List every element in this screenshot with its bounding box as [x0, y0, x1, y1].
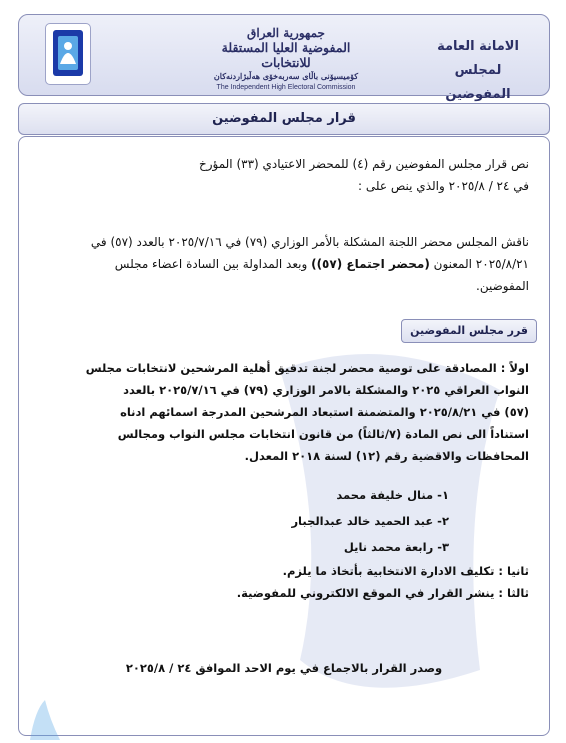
discussion-line-1: ناقش المجلس محضر اللجنة المشكلة بالأمر الوزاري (٧٩) في ٢٠٢٥/٧/١٦ بالعدد (٥٧) في	[90, 235, 529, 249]
discussion-line-2a: ٢٠٢٥/٨/٢١ المعنون	[429, 257, 529, 271]
excluded-candidate-2: ٢- عبد الحميد خالد عبدالجبار	[291, 514, 449, 528]
commission-logo	[45, 23, 91, 85]
first-decision-line-2: النواب العراقي ٢٠٢٥ والمشكلة بالامر الوزاري (٧٩) في ٢٠٢٥/٧/١٦ بالعدد	[123, 383, 529, 397]
decision-badge: قرر مجلس المفوضين	[401, 319, 537, 343]
commission-kurdish-name: كۆمیسیۆنی باڵای سەربەخۆی هەڵبژاردنەکان	[213, 71, 359, 81]
first-decision	[35, 357, 529, 467]
intro-line-1: نص قرار مجلس المفوضين رقم (٤) للمحضر الاعتيادي (٣٣) المؤرخ	[198, 157, 529, 171]
first-decision-line-4: استناداً الى نص المادة (٧/ثالثاً) من قانون انتخابات مجلس النواب ومجالس	[117, 427, 529, 441]
second-decision: ثانيا : تكليف الادارة الانتخابية بأتخاذ ما يلزم.	[282, 564, 529, 578]
intro-paragraph	[35, 153, 529, 197]
third-decision: ثالثا : ينشر القرار في الموقع الالكتروني للمفوضية.	[236, 586, 529, 600]
commission-name	[201, 27, 371, 93]
discussion-paragraph	[35, 231, 529, 297]
intro-line-2: في ٢٤ / ٢٠٢٥/٨ والذي ينص على :	[358, 179, 529, 193]
discussion-line-2c: وبعد المداولة بين السادة اعضاء مجلس	[114, 257, 312, 271]
republic-name: جمهورية العراق	[247, 26, 325, 40]
document-body	[18, 136, 550, 736]
document-title: قرار مجلس المفوضين	[18, 103, 550, 135]
discussion-line-3: المفوضين.	[476, 279, 529, 293]
issuing-office	[423, 35, 533, 107]
issuance-statement: وصدر القرار بالاجماع في يوم الاحد الموافق ٢٤ / ٢٠٢٥/٨	[125, 661, 443, 675]
corner-watermark	[0, 690, 80, 740]
first-decision-line-3: (٥٧) في ٢٠٢٥/٨/٢١ والمتضمنة استبعاد المرشحين المدرجة اسمائهم ادناه	[120, 405, 529, 419]
first-decision-line-1: اولاً : المصادقة على توصية محضر لجنة تدقيق أهلية المرشحين لانتخابات مجلس	[85, 361, 529, 375]
first-decision-line-5: المحافظات والاقضية رقم (١٢) لسنة ٢٠١٨ المعدل.	[244, 449, 529, 463]
letterhead	[18, 14, 550, 102]
office-line-2: لمجلس المفوضين	[445, 63, 511, 102]
excluded-candidate-3: ٣- رابعة محمد نايل	[343, 540, 449, 554]
discussion-line-2	[35, 253, 529, 275]
commission-english-name: The Independent High Electoral Commission	[216, 84, 356, 91]
meeting-reference: (محضر اجتماع (٥٧))	[311, 257, 430, 271]
excluded-candidate-1: ١- منال خليفة محمد	[336, 488, 449, 502]
office-line-1: الامانة العامة	[437, 39, 519, 54]
commission-arabic-name: المفوضية العليا المستقلة للانتخابات	[221, 40, 351, 70]
